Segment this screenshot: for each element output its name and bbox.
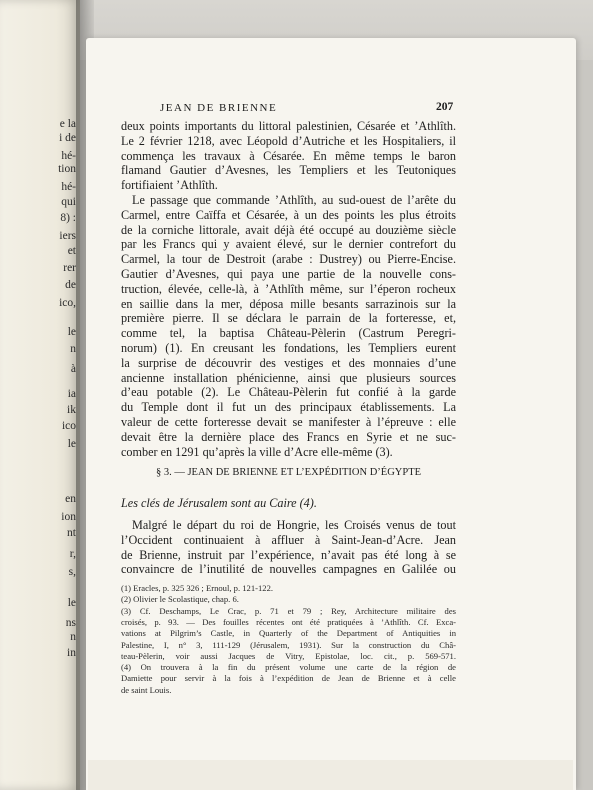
subsection-title: Les clés de Jérusalem sont au Caire (4).	[121, 496, 317, 510]
left-page-fragment: r,	[69, 548, 76, 560]
body-line: ancienne installation phénicienne, ainsi que plusieurs sources	[121, 370, 456, 385]
body-line: fortifiaient ’Athlîth.	[121, 178, 218, 193]
left-page-fragment: in	[67, 647, 76, 659]
body-line: valeur de cette forteresse devait se manifester à l’épreuve : elle	[121, 415, 456, 429]
body-line: flamand Gautier d’Avesnes, les Templiers et les Teutoniques	[121, 163, 456, 178]
running-header: JEAN DE BRIENNE	[160, 102, 278, 114]
body-line: la surprise de découvrir des vestiges et des monnaies d’une	[121, 355, 456, 370]
left-page-fragment: ia	[67, 388, 76, 400]
body-line: du Temple dont il fut un des principaux établissements. La	[121, 400, 456, 415]
left-page-fragment: le	[67, 597, 76, 609]
body-line: Le 2 février 1218, avec Léopold d’Autriche et les Hospitaliers, il	[121, 133, 456, 148]
body-line: commença les travaux à Césarée. En même temps le baron	[121, 148, 456, 163]
left-page-fragment: ns	[65, 617, 76, 629]
left-page-fragment: i de	[59, 132, 76, 144]
footnote-line: teau-Pèlerin, voir aussi Jacques de Vitry, Epistolae, loc. cit., p. 569-571.	[121, 650, 456, 661]
footnote-line: Damiette pour servir à la fois à l’expédition de Jean de Brienne et à celle	[121, 673, 456, 684]
left-page-fragment: hé-	[61, 150, 76, 162]
body-line: convaincre de l’inutilité de nouvelles campagnes en Galilée ou	[121, 562, 456, 577]
footnote-line: (1) Eracles, p. 325 326 ; Ernoul, p. 121-122.	[121, 583, 274, 593]
body-line: truction, élevée, celle-là, à ’Athlîth même, sur l’éperon rocheux	[121, 281, 456, 296]
section-heading: § 3. — JEAN DE BRIENNE ET L’EXPÉDITION D’ÉGYPTE	[155, 467, 422, 478]
footnote-line: Palestine, I, n° 3, 111-129 (Jérusalem, 1931). Sur la construction du Châ-	[121, 639, 456, 650]
body-line: d’eau potable (2). Le Château-Pèlerin fut confié à la garde	[121, 385, 456, 400]
body-line: Le passage que commande ’Athlîth, au sud-ouest de l’arête du	[132, 193, 456, 207]
body-line: en saillie dans la mer, déposa mille besants sarrazinois sur la	[121, 296, 456, 311]
body-line: première pierre. Il se déclara le parrain de la forteresse, et,	[121, 311, 456, 326]
left-page	[0, 0, 80, 790]
left-page-fragment: iers	[59, 230, 76, 242]
left-page-fragment: 8) :	[60, 212, 76, 224]
body-line: devait être la dernière place des Francs en Syrie et ne suc-	[121, 429, 456, 444]
body-line: deux points importants du littoral palestinien, Césarée et ’Athlîth.	[121, 119, 456, 133]
left-page-fragment: s,	[68, 566, 76, 578]
left-page-fragment: en	[65, 493, 76, 505]
left-page-fragment: le	[67, 438, 76, 450]
body-line: Malgré le départ du roi de Hongrie, les Croisés venus de tout	[132, 518, 456, 532]
footnote-line: (4) On trouvera à la fin du présent volume une carte de la région de	[121, 662, 456, 673]
body-line: comber en 1291 qu’après la ville d’Acre elle-même (3).	[121, 444, 393, 459]
left-page-fragment: qui	[61, 196, 76, 208]
footnote-line: (3) Cf. Deschamps, Le Crac, p. 71 et 79 ; Rey, Architecture militaire des	[121, 605, 456, 616]
page-bottom	[88, 760, 573, 790]
left-page-fragment: tion	[58, 163, 76, 175]
left-page-fragment: rer	[63, 262, 76, 274]
left-page-fragment: n	[70, 343, 76, 355]
footnote-line: vations at Pilgrim’s Castle, in Quarterly of the Department of Antiquities in	[121, 628, 456, 639]
footnote-line: croisés, p. 93. — Des fouilles récentes ont été pratiquées à ’Athlîth. Cf. Exca-	[121, 616, 456, 627]
left-page-fragment: ico,	[59, 297, 76, 309]
body-line: de Brienne, instruit par l’expérience, n’avait pas été long à se	[121, 547, 456, 562]
left-page-fragment: hé-	[61, 181, 76, 193]
left-page-fragment: et	[67, 245, 76, 257]
body-line: par les Francs qui y avaient élevé, sur le dernier contrefort du	[121, 237, 456, 252]
left-page-fragment: ion	[61, 511, 76, 523]
footnote-line: (2) Olivier le Scolastique, chap. 6.	[121, 594, 239, 605]
left-page-fragment: à	[70, 363, 76, 375]
body-line: Gautier d’Avesnes, qui paya une partie de la nouvelle cons-	[121, 267, 456, 281]
left-page-fragment: nt	[67, 527, 76, 539]
footnote-line: de saint Louis.	[121, 684, 172, 695]
body-line: l’Occident continuaient à affluer à Saint-Jean-d’Acre. Jean	[121, 532, 456, 547]
left-page-fragment: le	[67, 326, 76, 338]
left-page-fragment: de	[65, 279, 76, 291]
body-line: Carmel, la tour de Destroit (arabe : Dustrey) ou Pierre-Encise.	[121, 252, 456, 267]
left-page-fragment: n	[70, 631, 76, 643]
body-line: comme tel, la baptisa Château-Pèlerin (Castrum Peregri-	[121, 326, 456, 341]
left-page-fragment: e la	[59, 118, 76, 130]
body-line: norum) (1). En creusant les fondations, les Templiers eurent	[121, 341, 456, 355]
left-page-fragment: ik	[67, 404, 76, 416]
left-page-fragment: ico	[61, 420, 76, 432]
body-line: de la corniche littorale, avait déjà été occupé au douzième siècle	[121, 222, 456, 237]
body-line: Carmel, entre Caïffa et Césarée, à un des points les plus étroits	[121, 207, 456, 222]
page-number: 207	[436, 101, 454, 113]
